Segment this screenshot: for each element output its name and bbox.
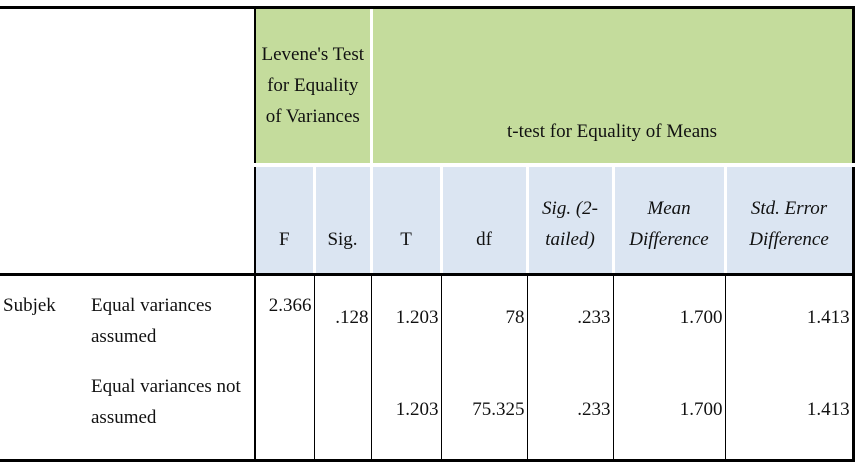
cell-sig-2-tailed: .233	[527, 275, 613, 367]
col-header-mean-difference: Mean Difference	[613, 165, 725, 275]
cell-sig-2-tailed: .233	[527, 367, 613, 461]
col-header-std-error-difference: Std. Error Difference	[725, 165, 853, 275]
row-group-label-empty	[0, 367, 88, 461]
cell-f	[255, 367, 314, 461]
row-group-label: Subjek	[3, 295, 56, 316]
column-header-row	[0, 165, 853, 275]
group-header-row	[0, 8, 853, 165]
independent-samples-test-table	[0, 6, 855, 462]
table-row	[0, 275, 853, 367]
col-header-df: df	[441, 165, 527, 275]
col-header-f: F	[255, 165, 314, 275]
cell-mean-difference: 1.700	[613, 275, 725, 367]
col-header-sig: Sig.	[314, 165, 371, 275]
ttest-header: t-test for Equality of Means	[371, 8, 853, 165]
table-row	[0, 367, 853, 461]
cell-sig	[314, 367, 371, 461]
cell-mean-difference: 1.700	[613, 367, 725, 461]
cell-f: 2.366	[255, 275, 314, 367]
row-label: Equal variances assumed	[91, 295, 212, 347]
cell-sig: .128	[314, 275, 371, 367]
corner-cell	[0, 8, 255, 165]
cell-df: 78	[441, 275, 527, 367]
levene-header: Levene's Test for Equality of Variances	[255, 8, 371, 165]
col-header-t: T	[371, 165, 441, 275]
cell-std-error-difference: 1.413	[725, 275, 853, 367]
col-header-sig-2-tailed: Sig. (2-tailed)	[527, 165, 613, 275]
cell-std-error-difference: 1.413	[725, 367, 853, 461]
corner-cell-lower	[0, 165, 255, 275]
row-label: Equal variances not assumed	[88, 367, 255, 461]
cell-df: 75.325	[441, 367, 527, 461]
cell-t: 1.203	[371, 275, 441, 367]
cell-t: 1.203	[371, 367, 441, 461]
